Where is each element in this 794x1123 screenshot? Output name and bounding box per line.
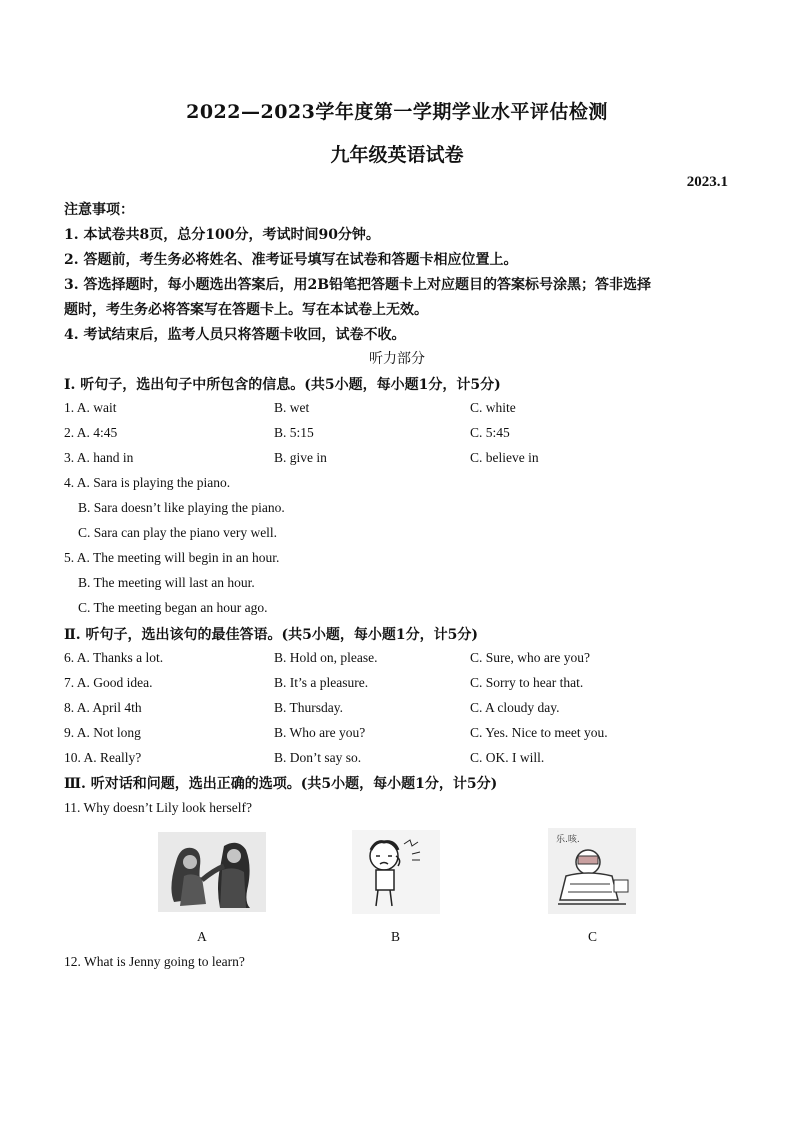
q1-option-b: B. wet bbox=[274, 400, 310, 415]
q6-option-a: 6. A. Thanks a lot. bbox=[64, 650, 164, 665]
q5-option-c: C. The meeting began an hour ago. bbox=[78, 600, 268, 615]
q7-option-c: C. Sorry to hear that. bbox=[470, 675, 584, 690]
q2-option-c: C. 5:45 bbox=[470, 425, 510, 440]
exam-subtitle: 九年级英语试卷 bbox=[330, 144, 464, 166]
q2-option-b: B. 5:15 bbox=[274, 425, 314, 440]
q7-option-b: B. It’s a pleasure. bbox=[274, 675, 369, 690]
q5-option-a: 5. A. The meeting will begin in an hour. bbox=[64, 550, 280, 565]
exam-date: 2023.1 bbox=[686, 174, 728, 190]
two-girls-arguing-icon bbox=[158, 832, 266, 912]
q7-option-a: 7. A. Good idea. bbox=[64, 675, 153, 690]
notes-heading: 注意事项： bbox=[64, 202, 134, 218]
q4-option-c: C. Sara can play the piano very well. bbox=[78, 525, 278, 540]
q11-question: 11. Why doesn’t Lily look herself? bbox=[64, 800, 252, 815]
q4-option-a: 4. A. Sara is playing the piano. bbox=[64, 475, 231, 490]
q1-option-c: C. white bbox=[470, 400, 516, 415]
notes-block bbox=[64, 198, 734, 348]
q8-option-a: 8. A. April 4th bbox=[64, 700, 142, 715]
section-3-title: Ⅲ. 听对话和问题，选出正确的选项。(共5小题，每小题1分，计5分) bbox=[64, 776, 498, 792]
note-item: 2. 答题前，考生务必将姓名、准考证号填写在试卷和答题卡相应位置上。 bbox=[64, 252, 518, 268]
picture-label-c: C bbox=[588, 929, 598, 944]
q6-option-b: B. Hold on, please. bbox=[274, 650, 378, 665]
sick-person-in-bed-icon bbox=[548, 828, 636, 914]
q10-option-c: C. OK. I will. bbox=[470, 750, 545, 765]
q2-option-a: 2. A. 4:45 bbox=[64, 425, 118, 440]
note-item: 4. 考试结束后，监考人员只将答题卡收回，试卷不收。 bbox=[64, 327, 406, 343]
section-1-title: Ⅰ. 听句子，选出句子中所包含的信息。(共5小题，每小题1分，计5分) bbox=[64, 377, 501, 393]
picture-label-b: B bbox=[391, 929, 401, 944]
listening-heading: 听力部分 bbox=[369, 351, 425, 367]
boy-with-toothache-icon bbox=[352, 830, 440, 914]
q9-option-a: 9. A. Not long bbox=[64, 725, 141, 740]
q10-option-a: 10. A. Really? bbox=[64, 750, 142, 765]
note-item: 题时，考生务必将答案写在答题卡上。写在本试卷上无效。 bbox=[64, 302, 428, 318]
q9-option-b: B. Who are you? bbox=[274, 725, 366, 740]
note-item: 3. 答选择题时，每小题选出答案后，用2B铅笔把答题卡上对应题目的答案标号涂黑；答非选择 bbox=[64, 277, 652, 293]
q1-option-a: 1. A. wait bbox=[64, 400, 117, 415]
q3-option-b: B. give in bbox=[274, 450, 327, 465]
q10-option-b: B. Don’t say so. bbox=[274, 750, 362, 765]
q3-option-a: 3. A. hand in bbox=[64, 450, 134, 465]
q5-option-b: B. The meeting will last an hour. bbox=[78, 575, 255, 590]
q4-option-b: B. Sara doesn’t like playing the piano. bbox=[78, 500, 285, 515]
section-2-title: Ⅱ. 听句子，选出该句的最佳答语。(共5小题，每小题1分，计5分) bbox=[64, 627, 479, 643]
exam-title: 2022—2023学年度第一学期学业水平评估检测 bbox=[186, 101, 608, 123]
note-item: 1. 本试卷共8页，总分100分，考试时间90分钟。 bbox=[64, 227, 380, 243]
q3-option-c: C. believe in bbox=[470, 450, 539, 465]
q8-option-b: B. Thursday. bbox=[274, 700, 343, 715]
q12-question: 12. What is Jenny going to learn? bbox=[64, 954, 245, 969]
q8-option-c: C. A cloudy day. bbox=[470, 700, 560, 715]
q6-option-c: C. Sure, who are you? bbox=[470, 650, 590, 665]
q9-option-c: C. Yes. Nice to meet you. bbox=[470, 725, 608, 740]
picture-label-a: A bbox=[197, 929, 207, 944]
svg-text:乐.咳.: 乐.咳. bbox=[556, 835, 580, 845]
